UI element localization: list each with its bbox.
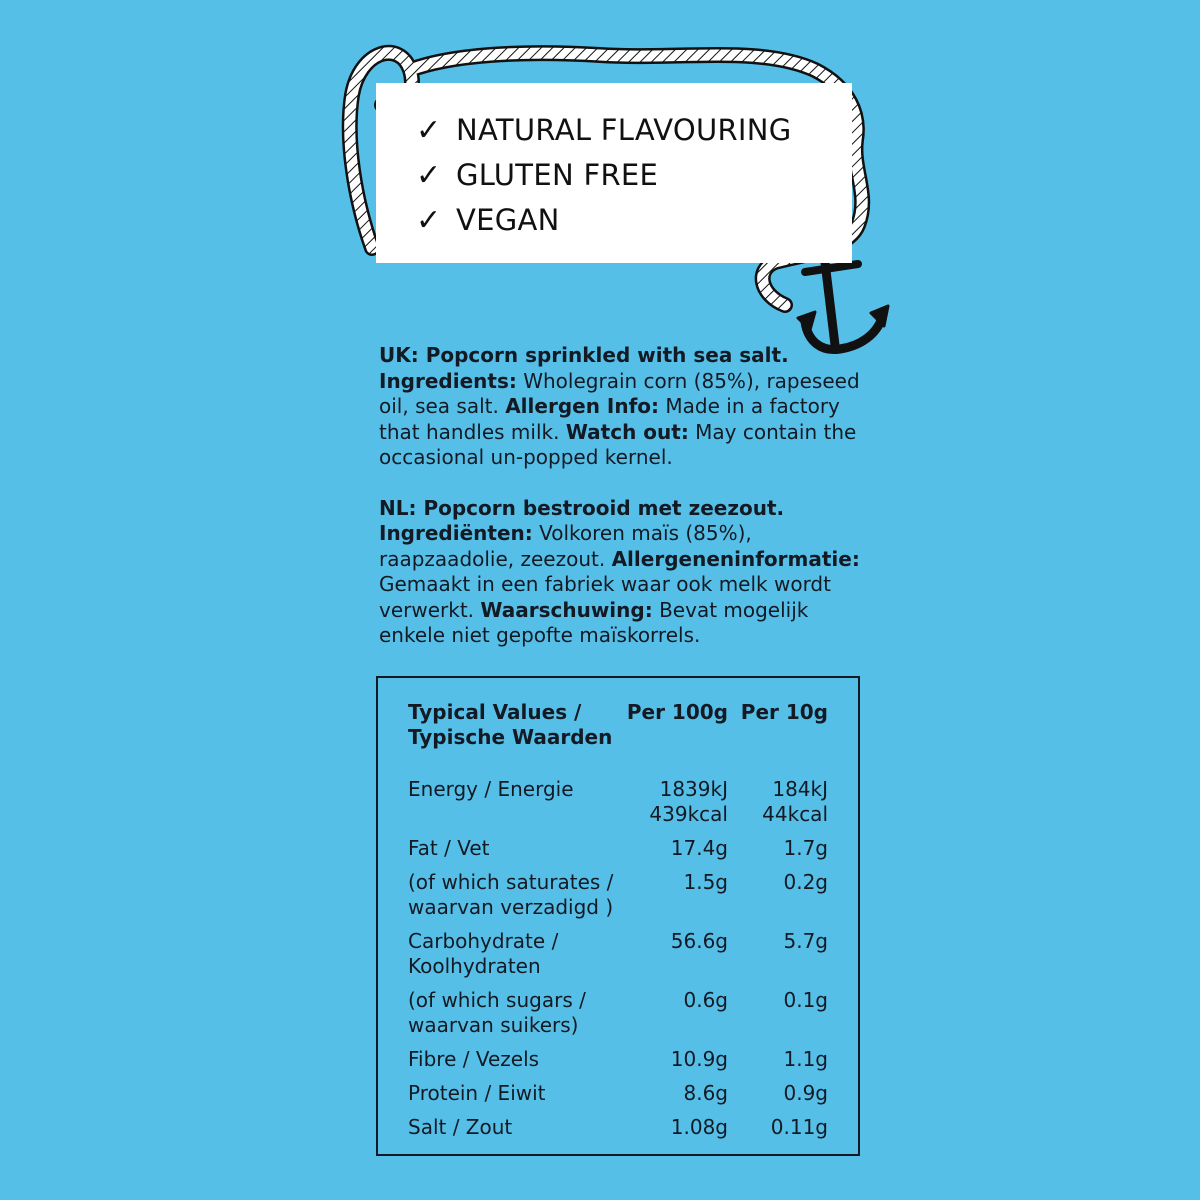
nl-ingredients-text: Volkoren maïs (85%), raapzaadolie, zeezout. bbox=[379, 521, 752, 571]
uk-ingredients-label: Ingredients: bbox=[379, 368, 517, 393]
ingredients-section bbox=[379, 343, 879, 649]
check-icon: ✓ bbox=[416, 158, 442, 193]
uk-allergen-label: Allergen Info: bbox=[505, 394, 660, 418]
claim-gluten-free bbox=[416, 158, 658, 193]
nl-title: NL: Popcorn bestrooid met zeezout. bbox=[379, 495, 785, 520]
uk-allergen-text: Made in a factory that handles milk. bbox=[379, 394, 840, 444]
nl-allergen-label: Allergeneninformatie: bbox=[611, 546, 860, 571]
claim-label: NATURAL FLAVOURING bbox=[456, 113, 792, 147]
nutrition-table: Typical Values / Typische Waarden Per 100g Per 10g Energy / Energie 1839kJ 439kcal 184kJ 44kcal Fat / Vet 17.4g 1.7g (of which saturates / waarvan verzadigd ) 1.5g 0.2g Carbohydrate / Koolhydraten 56.6g 5.7g (of which sugars / waarvan suikers) 0.6g 0.1g Fibre / Vezels 10.9g 1.1g Protein / Eiwit 8.6g 0.9g Salt / Zout 1.08g 0.11g bbox=[376, 676, 860, 1156]
nl-paragraph bbox=[379, 496, 879, 649]
header-per-10g: Per 10g bbox=[740, 700, 828, 724]
uk-paragraph bbox=[379, 343, 879, 471]
nl-allergen-text: Gemaakt in een fabriek waar ook melk wordt verwerkt. bbox=[379, 572, 831, 622]
nl-ingredients-label: Ingrediënten: bbox=[379, 521, 533, 545]
uk-ingredients-text: Wholegrain corn (85%), rapeseed oil, sea salt. bbox=[379, 368, 860, 418]
uk-watch-text: May contain the occasional un-popped kernel. bbox=[379, 419, 857, 469]
header-per-100g: Per 100g bbox=[626, 700, 728, 724]
uk-title: UK: Popcorn sprinkled with sea salt. bbox=[379, 343, 789, 367]
check-icon: ✓ bbox=[416, 113, 442, 148]
claim-label: GLUTEN FREE bbox=[456, 158, 659, 192]
nl-watch-text: Bevat mogelijk enkele niet gepofte maïskorrels. bbox=[379, 597, 809, 647]
header-label: Typical Values / Typische Waarden bbox=[408, 700, 613, 749]
check-icon: ✓ bbox=[416, 203, 442, 238]
claim-natural-flavouring bbox=[416, 113, 792, 148]
uk-watch-label: Watch out: bbox=[565, 419, 689, 444]
claim-vegan bbox=[416, 203, 560, 238]
nl-watch-label: Waarschuwing: bbox=[480, 597, 653, 622]
claim-label: VEGAN bbox=[456, 203, 560, 237]
claims-panel bbox=[376, 83, 852, 263]
